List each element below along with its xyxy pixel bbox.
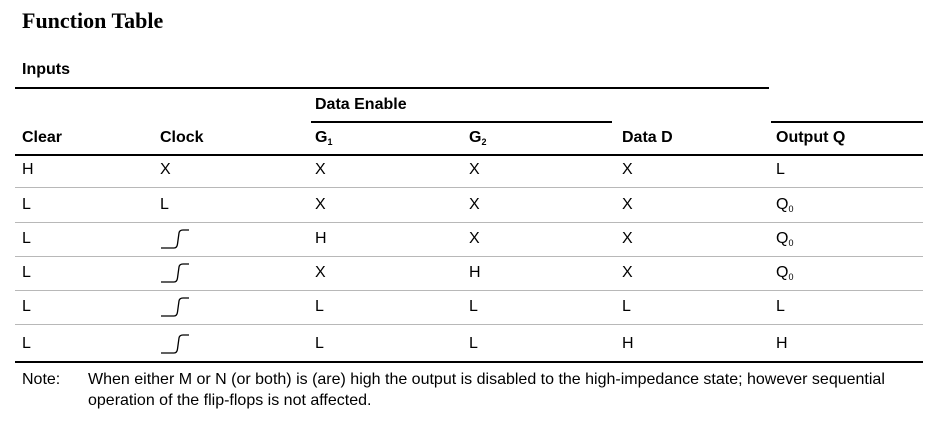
output-q-value: Q — [776, 264, 789, 281]
clear-cell: H — [22, 161, 34, 178]
output-q-value: Q — [776, 230, 789, 247]
g2-cell: X — [469, 230, 480, 247]
g1-header — [315, 128, 332, 152]
output-q-subscript: 0 — [788, 238, 794, 248]
row-divider — [15, 324, 923, 325]
g2-cell: H — [469, 264, 481, 281]
output-q-cell — [776, 195, 793, 219]
output-q-header: Output Q — [776, 129, 846, 146]
row-divider — [15, 256, 923, 257]
row-divider — [15, 222, 923, 223]
header-rule — [15, 154, 923, 156]
output-q-cell — [776, 229, 793, 253]
g1-cell: X — [315, 196, 326, 213]
d-cell: L — [622, 298, 631, 315]
row-divider — [15, 187, 923, 188]
output-q-cell — [776, 263, 793, 287]
output-q-value: H — [776, 335, 788, 352]
data-d-header: Data D — [622, 129, 673, 146]
rising-edge-clock-icon — [160, 262, 190, 290]
g2-subscript: 2 — [481, 137, 487, 147]
g2-cell: L — [469, 335, 478, 352]
output-q-cell — [776, 334, 788, 354]
output-q-cell — [776, 297, 785, 317]
g1-cell: L — [315, 298, 324, 315]
d-cell: H — [622, 335, 634, 352]
output-q-subscript: 0 — [788, 204, 794, 214]
clear-header: Clear — [22, 129, 63, 146]
clear-cell: L — [22, 196, 31, 213]
output-q-subscript: 0 — [788, 272, 794, 282]
g1-letter: G — [315, 129, 328, 146]
table-bottom-rule — [15, 361, 923, 363]
clear-cell: L — [22, 230, 31, 247]
note-label: Note: — [22, 371, 61, 388]
data-enable-header: Data Enable — [315, 96, 407, 113]
output-rule — [771, 121, 923, 123]
rising-edge-clock-icon — [160, 333, 190, 361]
g1-cell: H — [315, 230, 327, 247]
inputs-label: Inputs — [22, 61, 70, 78]
g1-cell: X — [315, 161, 326, 178]
page-title: Function Table — [22, 8, 164, 33]
g2-header — [469, 128, 486, 152]
output-q-value: L — [776, 298, 785, 315]
clear-cell: L — [22, 335, 31, 352]
output-q-value: Q — [776, 196, 789, 213]
inputs-rule — [15, 87, 769, 89]
d-cell: X — [622, 230, 633, 247]
output-q-value: L — [776, 161, 785, 178]
g2-cell: X — [469, 161, 480, 178]
rising-edge-clock-icon — [160, 228, 190, 256]
g2-letter: G — [469, 129, 482, 146]
clock-cell: L — [160, 196, 169, 213]
g2-cell: L — [469, 298, 478, 315]
output-q-cell — [776, 160, 785, 180]
note-text: When either M or N (or both) is (are) high the output is disabled to the high-impedance state; however sequential operation of the flip-flops is not affected. — [88, 371, 885, 409]
clock-header: Clock — [160, 129, 204, 146]
data-enable-rule — [311, 121, 612, 123]
g1-cell: L — [315, 335, 324, 352]
clear-cell: L — [22, 264, 31, 281]
row-divider — [15, 290, 923, 291]
clock-cell: X — [160, 161, 171, 178]
d-cell: X — [622, 161, 633, 178]
d-cell: X — [622, 264, 633, 281]
d-cell: X — [622, 196, 633, 213]
rising-edge-clock-icon — [160, 296, 190, 324]
g1-cell: X — [315, 264, 326, 281]
clear-cell: L — [22, 298, 31, 315]
g2-cell: X — [469, 196, 480, 213]
g1-subscript: 1 — [327, 137, 333, 147]
